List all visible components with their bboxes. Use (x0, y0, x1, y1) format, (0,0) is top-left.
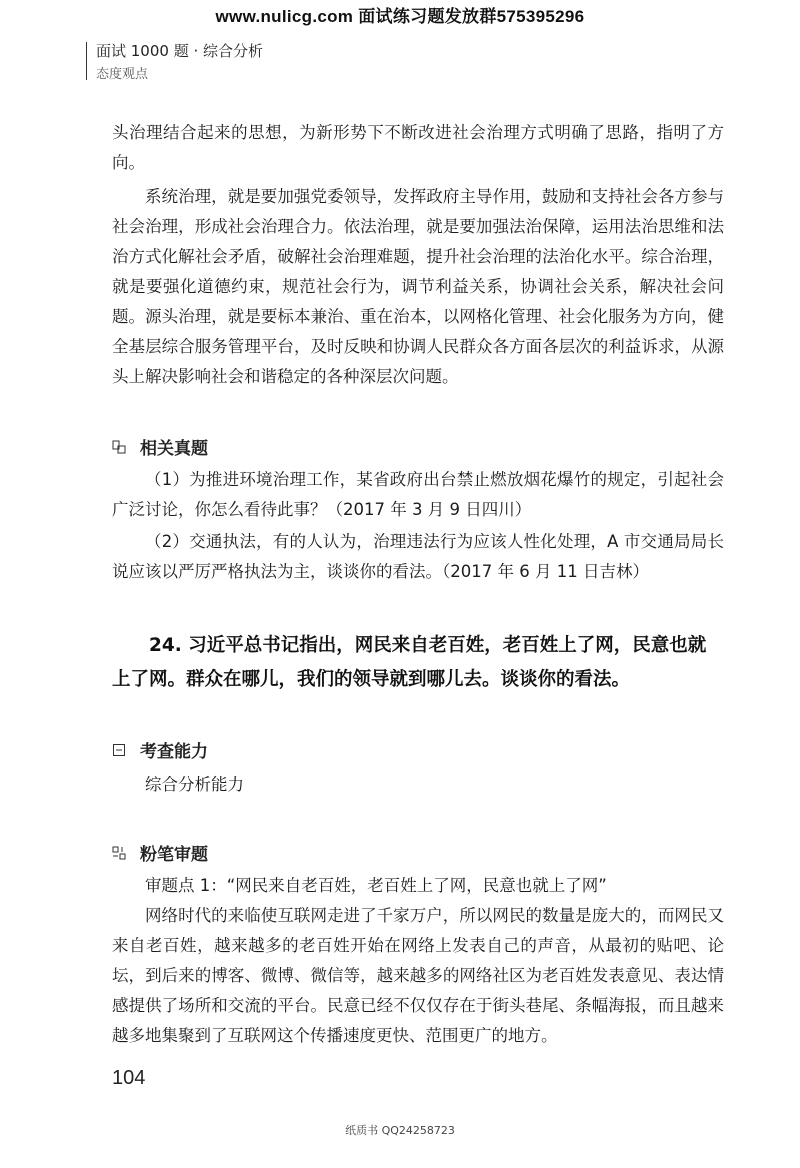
related-question-1: （1）为推进环境治理工作，某省政府出台禁止燃放烟花爆竹的规定，引起社会广泛讨论，你怎么看待此事？（2017 年 3 月 9 日四川） (112, 470, 724, 519)
page-content (112, 118, 724, 1051)
paragraph-governance: 系统治理，就是要加强党委领导，发挥政府主导作用，鼓励和支持社会各方参与社会治理，形成社会治理合力。依法治理，就是要加强法治保障，运用法治思维和法治方式化解社会矛盾，破解社会治理难题，提升社会治理的法治化水平。综合治理，就是要强化道德约束，规范社会行为，调节利益关系，协调社会关系，解决社会问题。源头治理，就是要标本兼治、重在治本，以网格化管理、社会化服务为方向，健全基层综合服务管理平台，及时反映和协调人民群众各方面各层次的利益诉求，从源头上解决影响社会和谐稳定的各种深层次问题。 (112, 187, 724, 386)
related-question-2: （2）交通执法，有的人认为，治理违法行为应该人性化处理，A 市交通局局长说应该以严厉严格执法为主，谈谈你的看法。（2017 年 6 月 11 日吉林） (112, 532, 724, 581)
analysis-title: 粉笔审题 (140, 845, 208, 865)
book-title: 面试 1000 题 · 综合分析 (96, 42, 264, 60)
analysis-point-1: 审题点 1：“网民来自老百姓，老百姓上了网，民意也就上了网” (145, 876, 607, 895)
analysis-text: 网络时代的来临使互联网走进了千家万户，所以网民的数量是庞大的，而网民又来自老百姓，越来越多的老百姓开始在网络上发表自己的声音，从最初的贴吧、论坛，到后来的博客、微博、微信等，越来越多的网络社区为老百姓发表意见、表达情感提供了场所和交流的平台。民意已经不仅仅存在于街头巷尾、条幅海报，而且越来越多地集聚到了互联网这个传播速度更快、范围更广的地方。 (112, 906, 724, 1045)
section-name: 态度观点 (96, 67, 149, 82)
ability-heading (112, 737, 724, 762)
watermark: www.nulicg.com 面试练习题发放群575395296 (215, 7, 585, 26)
ability-title: 考查能力 (140, 742, 208, 762)
page-number: 104 (112, 1067, 146, 1089)
grid-icon (112, 846, 126, 860)
checkbox-icon (112, 743, 126, 757)
paragraph-continued: 头治理结合起来的思想，为新形势下不断改进社会治理方式明确了思路，指明了方向。 (112, 123, 724, 172)
footer-note: 纸质书 QQ24258723 (345, 1124, 455, 1137)
running-header (96, 40, 263, 82)
ability-text: 综合分析能力 (145, 775, 244, 794)
document-icon (112, 440, 126, 454)
related-questions-heading (112, 434, 724, 459)
question-24: 24. 习近平总书记指出，网民来自老百姓，老百姓上了网，民意也就上了网。群众在哪儿，我们的领导就到哪儿去。谈谈你的看法。 (112, 635, 707, 690)
analysis-heading (112, 840, 724, 865)
header-rule (86, 42, 87, 80)
related-questions-title: 相关真题 (140, 439, 208, 459)
